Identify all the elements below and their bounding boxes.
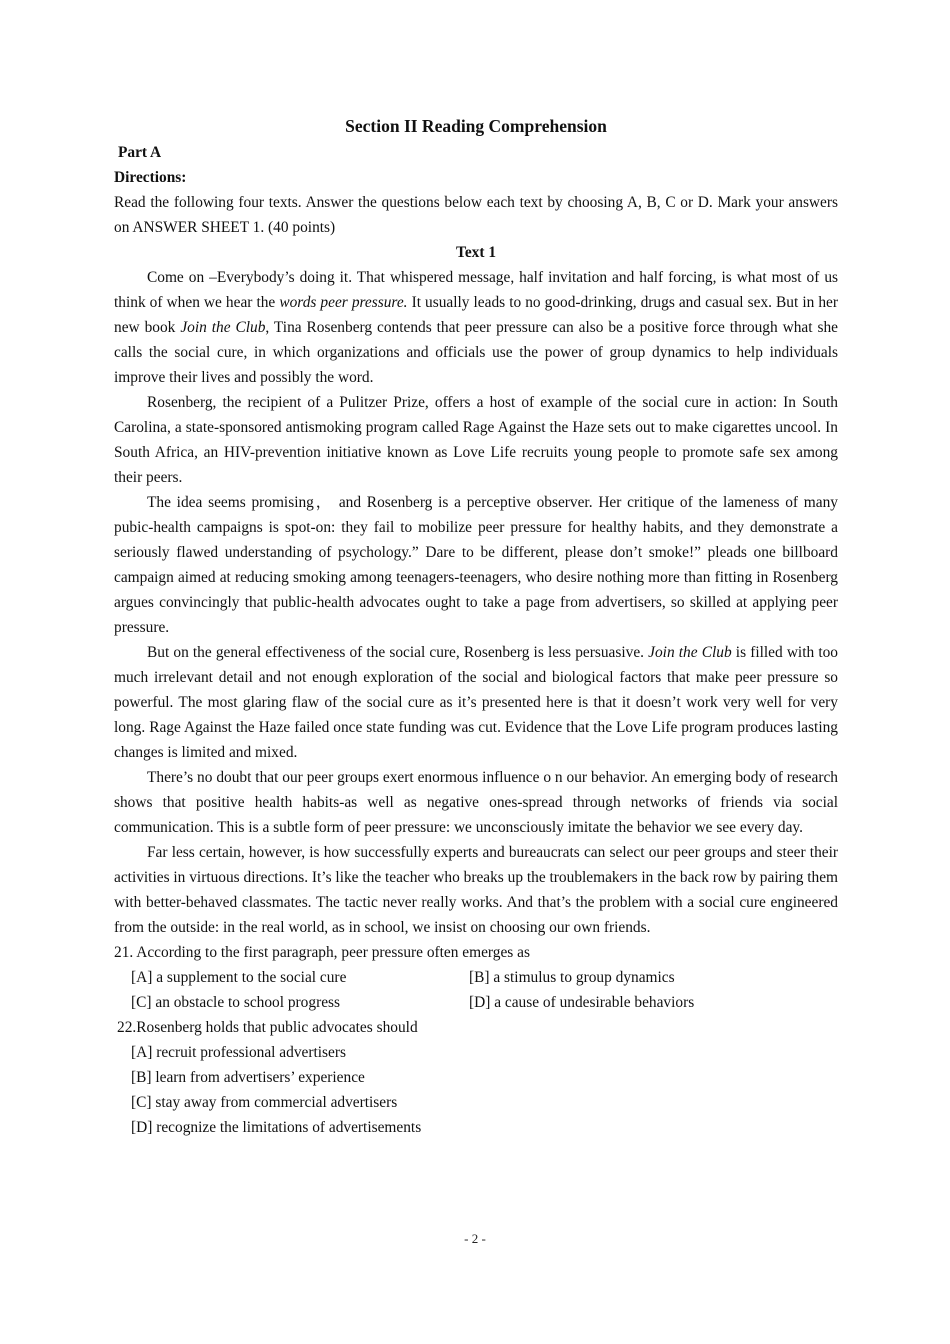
question-22-option-a: [A] recruit professional advertisers bbox=[131, 1044, 346, 1061]
paragraph-5: There’s no doubt that our peer groups exert enormous influence o n our behavior. An emerging body of research shows that positive health habits-as well as negative ones-spread through networks of friends via social communication. This is a subtle form of peer pressure: we unconsciously imitate the behavior we see every day. bbox=[114, 769, 838, 836]
paragraph-2: Rosenberg, the recipient of a Pulitzer Prize, offers a host of example of the social cure in action: In South Carolina, a state-sponsored antismoking program called Rage Against the Haze sets out to make cigarettes uncool. In South Africa, an HIV-prevention initiative known as Love Life recruits young people to promote safe sex among their peers. bbox=[114, 394, 838, 486]
paragraph-1-italic-phrase: words peer pressure. bbox=[279, 294, 408, 311]
page-number: - 2 - bbox=[464, 1231, 486, 1246]
paragraph-4-part-a: But on the general effectiveness of the social cure, Rosenberg is less persuasive. bbox=[147, 644, 649, 661]
text-title: Text 1 bbox=[455, 244, 497, 261]
question-21-option-b: [B] a stimulus to group dynamics bbox=[469, 969, 675, 986]
question-22-option-d: [D] recognize the limitations of advertisements bbox=[131, 1119, 422, 1136]
paragraph-3: The idea seems promising， and Rosenberg is a perceptive observer. Her critique of the lameness of many pubic-health campaigns is spot-on: they fail to mobilize peer pressure for healthy habits, and they demonstrate a seriously flawed understanding of psychology.” Dare to be different, please don’t smoke!” pleads one billboard campaign aimed at reducing smoking among teenagers-teenagers, who desire nothing more than fitting in Rosenberg argues convincingly that public-health advocates ought to take a page from advertisers, so skilled at applying peer pressure. bbox=[114, 494, 838, 636]
question-21-option-c: [C] an obstacle to school progress bbox=[131, 994, 341, 1011]
paragraph-1-part-a: Come on –Everybody’s doing it. That whispered message, half invitation and half forcing, is what most of us think of when we hear the bbox=[114, 269, 838, 311]
paragraph-1-part-c: It usually leads to no good-drinking, drugs and casual sex. But in her new book bbox=[114, 294, 838, 336]
paragraph-4 bbox=[114, 640, 838, 765]
paragraph-4-part-c: is filled with too much irrelevant detail and not enough exploration of the social and biological factors that make peer pressure so powerful. The most glaring flaw of the social cure as it’s presented here is that it doesn’t work very well for very long. Rage Against the Haze failed once state funding was cut. Evidence that the Love Life program produces lasting changes is limited and mixed. bbox=[114, 644, 838, 761]
question-22-option-b: [B] learn from advertisers’ experience bbox=[131, 1069, 365, 1086]
paragraph-1 bbox=[114, 265, 838, 390]
question-22-options bbox=[114, 1040, 838, 1140]
question-21-option-a: [A] a supplement to the social cure bbox=[131, 969, 347, 986]
document-page bbox=[114, 112, 838, 1140]
question-22-option-c: [C] stay away from commercial advertisers bbox=[131, 1094, 398, 1111]
part-label: Part A bbox=[118, 144, 162, 161]
paragraph-1-part-e: , Tina Rosenberg contends that peer pressure can also be a positive force through what she calls the social cure, in which organizations and officials use the power of group dynamics to help individuals improve their lives and possibly the word. bbox=[114, 319, 838, 386]
question-21-options bbox=[114, 965, 838, 1015]
book-title: Join the Club bbox=[180, 319, 266, 336]
directions-label: Directions: bbox=[114, 169, 187, 186]
book-title: Join the Club bbox=[648, 644, 732, 661]
paragraph-6: Far less certain, however, is how successfully experts and bureaucrats can select our peer groups and steer their activities in virtuous directions. It’s like the teacher who breaks up the troublemakers in the back row by pairing them with better-behaved classmates. The tactic never really works. And that’s the problem with a social cure engineered from the outside: in the real world, as in school, we insist on choosing our own friends. bbox=[114, 844, 839, 936]
question-21-option-d: [D] a cause of undesirable behaviors bbox=[469, 994, 695, 1011]
question-21-stem: 21. According to the first paragraph, peer pressure often emerges as bbox=[114, 944, 530, 961]
section-title: Section II Reading Comprehension bbox=[345, 116, 607, 136]
question-22-stem: 22.Rosenberg holds that public advocates should bbox=[117, 1019, 418, 1036]
directions-text: Read the following four texts. Answer the questions below each text by choosing A, B, C or D. Mark your answers on ANSWER SHEET 1. (40 points) bbox=[114, 194, 838, 236]
